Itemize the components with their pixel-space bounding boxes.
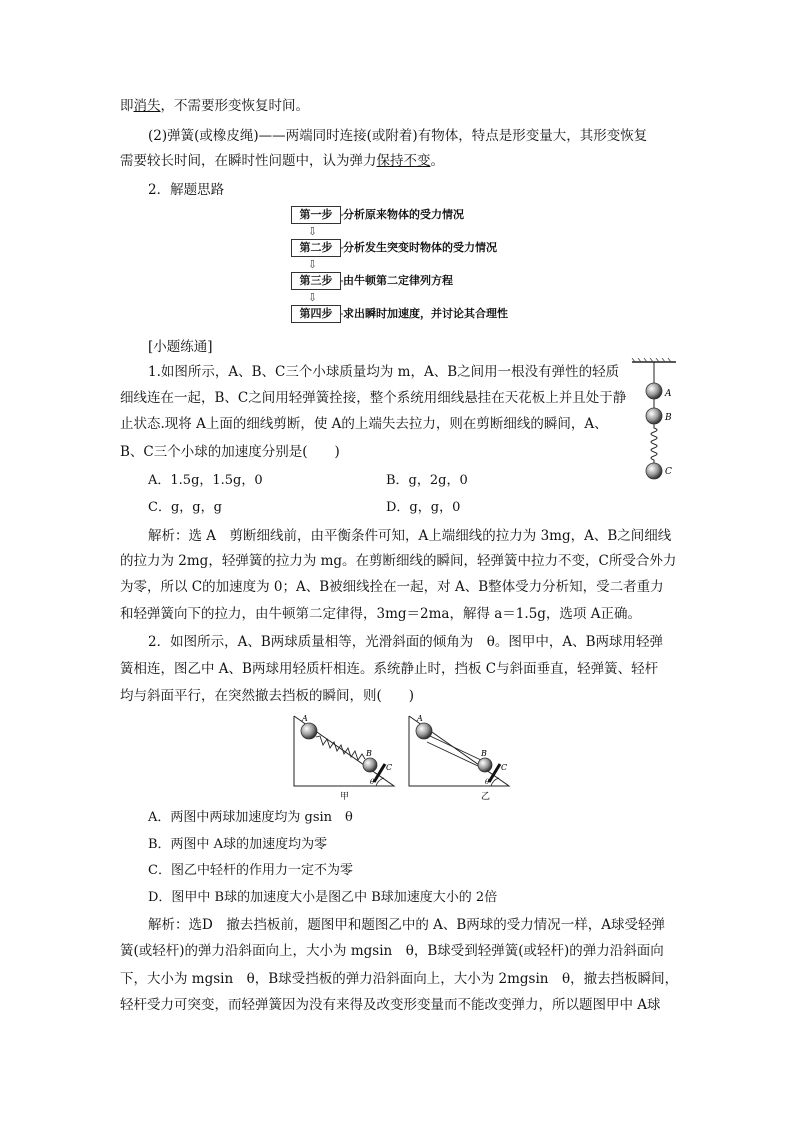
label-b: B [481, 749, 487, 758]
a1-line-3: 为零，所以 C的加速度为 0；A、B被细线拴在一起，对 A、B整体受力分析知，受二者重力 [120, 579, 664, 595]
q2-line-1: 2．如图所示，A、B两球质量相等，光滑斜面的倾角为 θ。图甲中，A、B两球用轻弹 [148, 634, 664, 650]
label-c: C [386, 763, 393, 772]
flow-step-4-desc: 求出瞬时加速度，并讨论其合理性 [343, 307, 508, 320]
flow-step-3: 第三步 [291, 272, 341, 290]
label-theta: θ [485, 778, 490, 786]
caption-jia: 甲 [340, 792, 350, 802]
q2-incline-figure-yi [405, 712, 515, 802]
flow-arrow-1: ⇩ [308, 225, 318, 238]
label-c: C [665, 467, 672, 477]
label-b: B [366, 749, 372, 758]
ball-c [646, 463, 662, 479]
ball-b [363, 758, 377, 772]
q2-line-2: 簧相连，图乙中 A、B两球用轻质杆相连。系统静止时，挡板 C与斜面垂直，轻弹簧、轻杆 [120, 661, 659, 677]
solution-flowchart [291, 206, 551, 324]
label-b: B [665, 413, 672, 423]
label-theta: θ [370, 778, 375, 786]
q1-option-d: D．g，g，0 [386, 500, 461, 515]
ball-a [646, 383, 662, 399]
q1-line-2: 细线连在一起，B、C之间用轻弹簧拴接，整个系统用细线悬挂在天花板上并且处于静 [120, 390, 627, 406]
a2-line-3: 下，大小为 mgsin θ，B球受挡板的弹力沿斜面向上，大小为 2mgsin θ，撤去挡板瞬间， [120, 971, 679, 987]
line1-prefix: 即 [120, 98, 134, 114]
text-line-1 [120, 97, 309, 115]
rod-edge [427, 742, 478, 766]
a2-line-4: 轻杆受力可突变，而轻弹簧因为没有来得及改变形变量而不能改变弹力，所以题图甲中 A球 [120, 997, 661, 1013]
caption-yi: 乙 [481, 792, 491, 802]
a2-line-1: 解析：选D 撤去挡板前，题图甲和题图乙中的 A、B两球的受力情况一样，A球受轻弹 [148, 917, 666, 933]
q2-option-d: D．图甲中 B球的加速度大小是图乙中 B球加速度大小的 2倍 [148, 890, 498, 905]
q2-option-a: A．两图中两球加速度均为 gsin θ [148, 810, 353, 825]
q2-option-c: C．图乙中轻杆的作用力一定不为零 [148, 863, 353, 878]
flow-arrow-3: ⇩ [308, 291, 318, 304]
ball-a [416, 723, 432, 739]
flow-step-1-desc: 分析原来物体的受力情况 [343, 208, 464, 221]
section-heading-solution-approach: 2．解题思路 [148, 182, 225, 198]
a1-line-2: 的拉力为 2mg，轻弹簧的拉力为 mg。在剪断细线的瞬间，轻弹簧中拉力不变，C所受合外力 [120, 553, 677, 569]
q2-incline-figure-jia [290, 712, 400, 802]
q2-option-b: B．两图中 A球的加速度均为零 [148, 837, 328, 852]
text-line-3 [120, 152, 444, 170]
spring [651, 424, 657, 464]
a1-line-4: 和轻弹簧向下的拉力，由牛顿第二定律得，3mg＝2ma，解得 a＝1.5g，选项 A正确。 [120, 606, 641, 622]
a2-line-2: 簧(或轻杆)的弹力沿斜面向上，大小为 mgsin θ，B球受到轻弹簧(或轻杆)的弹力沿斜面向 [120, 943, 664, 959]
q1-line-1: 1.如图所示，A、B、C三个小球质量均为 m，A、B之间用一根没有弹性的轻质 [148, 364, 620, 380]
label-a: A [417, 714, 423, 723]
line3-prefix: 需要较长时间，在瞬时性问题中，认为弹力 [120, 153, 377, 169]
flow-step-2-desc: 分析发生突变时物体的受力情况 [343, 241, 497, 254]
flow-step-1: 第一步 [291, 206, 341, 224]
label-a: A [302, 714, 308, 723]
line1-suffix: ，不需要形变恢复时间。 [160, 98, 309, 114]
q1-line-4: B、C三个小球的加速度分别是( ) [120, 444, 340, 460]
ball-b [646, 408, 662, 424]
text-line-2: (2)弹簧(或橡皮绳)——两端同时连接(或附着)有物体，特点是形变量大，其形变恢复 [148, 128, 648, 144]
q1-line-3: 止状态.现将 A上面的细线剪断，使 A的上端失去拉力，则在剪断细线的瞬间，A、 [120, 416, 608, 432]
ball-a [301, 723, 317, 739]
label-a: A [665, 389, 672, 399]
practice-section-title: [小题练通] [148, 339, 213, 355]
ball-b [478, 758, 492, 772]
a1-line-1: 解析：选 A 剪断细线前，由平衡条件可知，A上端细线的拉力为 3mg，A、B之间细线 [148, 528, 672, 544]
label-c: C [501, 763, 508, 772]
flow-step-3-desc: 由牛顿第二定律列方程 [343, 274, 453, 287]
line1-underlined: 消失 [133, 98, 161, 114]
flow-step-4: 第四步 [291, 305, 341, 323]
flow-step-2: 第二步 [291, 239, 341, 257]
q2-line-3: 均与斜面平行，在突然撤去挡板的瞬间，则( ) [120, 688, 415, 704]
rod [430, 736, 481, 760]
flow-connector-lines [291, 206, 551, 324]
q1-hanging-balls-figure [630, 358, 680, 483]
q1-option-b: B．g，2g，0 [386, 473, 468, 488]
line3-suffix: 。 [430, 153, 444, 169]
q1-option-c: C．g，g，g [148, 500, 222, 515]
line3-underlined: 保持不变 [376, 153, 431, 169]
q1-option-a: A．1.5g，1.5g，0 [148, 473, 263, 488]
flow-arrow-2: ⇩ [308, 258, 318, 271]
